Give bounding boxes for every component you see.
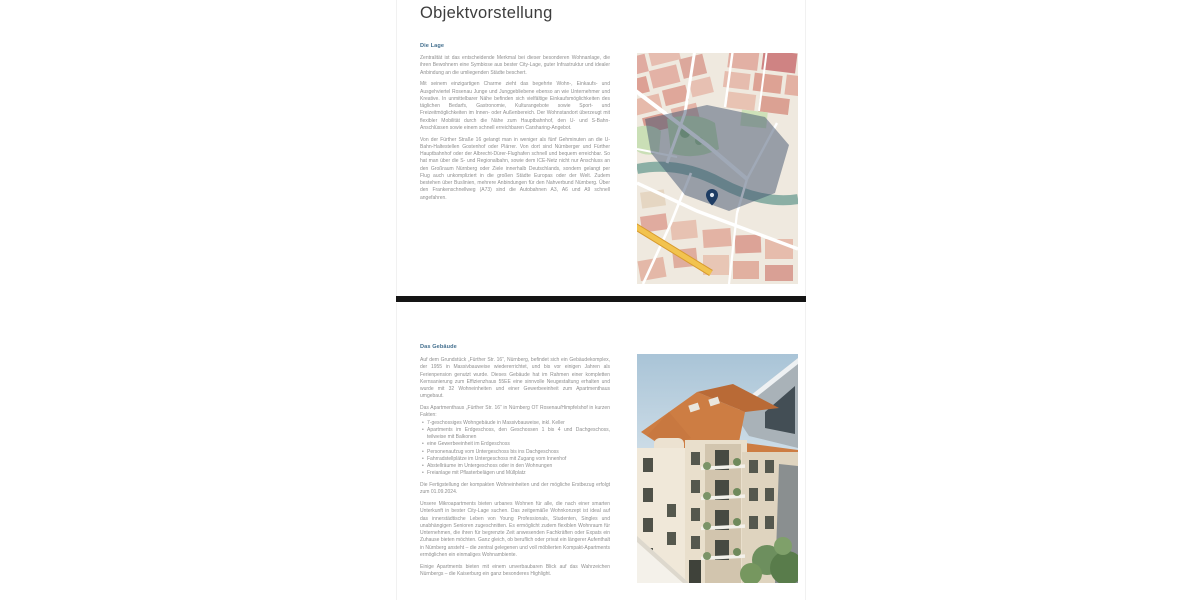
- building-photo: [637, 354, 798, 583]
- building-graphic: [637, 354, 798, 583]
- fact-item: • Fahrradstellplätze im Untergeschoss mit Zugang vom Innenhof: [420, 456, 610, 463]
- fact-item: • Abstellräume im Untergeschoss oder in den Wohnungen: [420, 463, 610, 470]
- city-map-image: [637, 53, 798, 284]
- paragraph: Unsere Mikroapartments bieten urbanes Wohnen für alle, die nach einer smarten Unterkunft in bester City-Lage suchen. Das zeitgemäße Wohnkonzept ist ideal auf das innerstädtische Leben von Young Professionals, Studenten, Singles und unabhängigen Senioren zugeschnitten. Es ermöglicht zudem flexiblen Wohnraum für Unternehmen, die ihren für begrenzte Zeit anwesenden Fachkräften oder Expats ein Zuhause bieten möchten. Ganz gleich, ob beruflich oder privat ein längerer Aufenthalt in Nürnberg ansteht – die zentral gelegenen und voll möblierten Kompakt-Apartments ermöglichen ein einmaliges Wohnambiente.: [420, 501, 610, 558]
- page-1: [396, 0, 806, 296]
- page-2: [396, 303, 806, 600]
- section-heading-das-gebaeude: Das Gebäude: [420, 344, 457, 350]
- paragraph: Von der Fürther Straße 16 gelangt man in weniger als fünf Gehminuten an die U-Bahn-Haltestellen Gostenhof oder Plärrer. Von dort sind Nürnberger und Fürther Hauptbahnhof oder der Albrecht-Dürer-Flughafen schnell und bequem erreichbar. So hat man über die S- und Regionalbahn, sowie dem ICE-Netz nicht nur Anschluss an den Großraum Nürnberg oder Ziele innerhalb Deutschlands, sondern gelangt per Flug auch unkompliziert in die großen Städte Europas oder der Welt. Zudem bestehen über Buslinien, mehrere Anbindungen für den Nahverbund Nürnberg. Über den Frankenschnellweg (A73) sind die Autobahnen A3, A6 und A9 schnell angefahren.: [420, 136, 610, 201]
- paragraph: Mit seinem einzigartigen Charme zieht das begehrte Wohn-, Einkaufs- und Ausgehviertel Rosenau Junge und Junggebliebene ebenso an wie Unternehmer und Kreative. In unmittelbarer Nähe befinden sich vielfältige Einkaufsmöglichkeiten des täglichen Bedarfs, Gastronomie, Kulturangebote sowie Sport- und Freizeitmöglichkeiten im Innen- oder Außenbereich. Der Wohnstandort überzeugt mit flexibler Mobilität durch die Nähe zum Hauptbahnhof, den U- und S-Bahn-Anschlüssen sowie einem schnell erreichbaren Carsharing-Angebot.: [420, 81, 610, 131]
- paragraph: Die Fertigstellung der kompakten Wohneinheiten und der mögliche Erstbezug erfolgt zum 01.09.2024.: [420, 482, 610, 496]
- facts-intro: Das Apartmenthaus „Fürther Str. 16“ in Nürnberg OT Rosenau/Himpfelshof in kurzen Fakten:: [420, 405, 610, 419]
- fact-item: • Apartments im Erdgeschoss, den Geschossen 1 bis 4 und Dachgeschoss, teilweise mit Balkonen: [420, 427, 610, 442]
- page1-text-column: [420, 55, 610, 206]
- fact-item: • eine Gewerbeeinheit im Erdgeschoss: [420, 441, 610, 448]
- section-heading-die-lage: Die Lage: [420, 43, 445, 49]
- fact-item: • Personenaufzug vom Untergeschoss bis ins Dachgeschoss: [420, 449, 610, 456]
- page-separator-bar: [396, 296, 806, 302]
- facts-list: [420, 420, 610, 478]
- fact-item: • Freianlage mit Pflasterbelägen und Müllplatz: [420, 470, 610, 477]
- paragraph: Auf dem Grundstück „Fürther Str. 16“, Nürnberg, befindet sich ein Gebäudekomplex, der 1955 in Massivbauweise wiedererrichtet, und bis vor einigen Jahren als Ferienpension genutzt wurde. Dieses Gebäude hat im Rahmen einer kompletten Kernsanierung zum Effizienzhaus 55EE eine sinnvolle Neugestaltung erhalten und wurde mit 32 Wohneinheiten und einer Gewerbeeinheit zum Apartmenthaus umgebaut.: [420, 357, 610, 400]
- map-graphic: [637, 53, 798, 284]
- page-title: Objektvorstellung: [420, 4, 553, 22]
- page2-text-column: [420, 357, 610, 583]
- paragraph: Zentralität ist das entscheidende Merkmal bei dieser besonderen Wohnanlage, die ihren Bewohnern eine Symbiose aus bester City-Lage, guter Infrastruktur und idealer Anbindung an die umliegenden Städte beschert.: [420, 55, 610, 76]
- paragraph: Einige Apartments bieten mit einem unverbaubaren Blick auf das Wahrzeichen Nürnbergs – die Kaiserburg ein ganz besonderes Highlight.: [420, 563, 610, 577]
- fact-item: • 7-geschossiges Wohngebäude in Massivbauweise, inkl. Keller: [420, 420, 610, 427]
- balcony-bay: [701, 444, 745, 583]
